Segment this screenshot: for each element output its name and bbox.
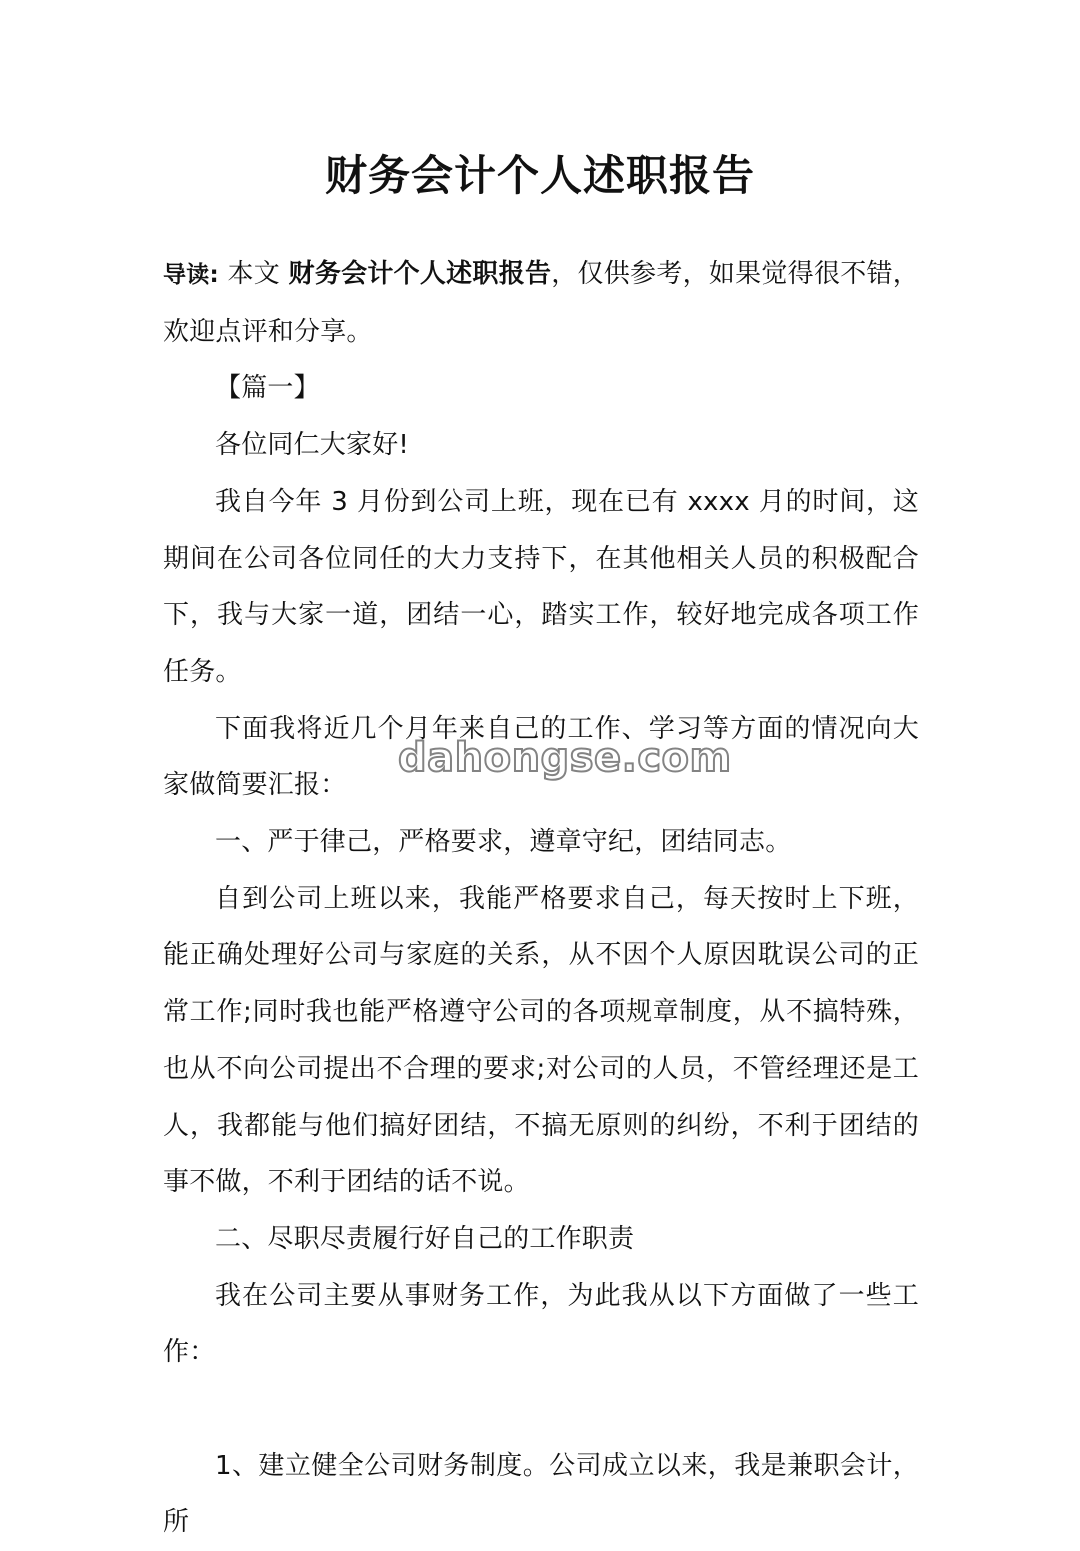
document-title: 财务会计个人述职报告 (324, 151, 755, 200)
lead-suffix: ，仅供参考，如果觉得很不错，欢迎点评和分享。 (163, 259, 919, 347)
body-paragraph: 自到公司上班以来，我能严格要求自己，每天按时上下班，能正确处理好公司与家庭的关系，从不因个人原因耽误公司的正常工作;同时我也能严格遵守公司的各项规章制度，从不搞特殊，也从不向公司提出不合理的要求;对公司的人员，不管经理还是工人，我都能与他们搞好团结，不搞无原则的纠纷，不利于团结的事不做，不利于团结的话不说。 (163, 883, 919, 1198)
section-heading-part-one: 【篇一】 (215, 373, 320, 404)
lead-doc-title: 财务会计个人述职报告 (288, 259, 552, 289)
section-heading: 一、严于律己，严格要求，遵章守纪，团结同志。 (215, 827, 792, 858)
lead-label: 导读: (163, 262, 219, 288)
lead-paragraph (163, 246, 919, 360)
lead-prefix: 本文 (218, 259, 289, 289)
body-paragraph: 我自今年 3 月份到公司上班，现在已有 xxxx 月的时间，这期间在公司各位同任的大力支持下，在其他相关人员的积极配合下，我与大家一道，团结一心，踏实工作，较好地完成各项工作任务。 (163, 486, 919, 687)
body-paragraph: 下面我将近几个月年来自己的工作、学习等方面的情况向大家做简要汇报： (163, 713, 919, 801)
document-body (163, 246, 919, 1551)
greeting-paragraph: 各位同仁大家好! (215, 430, 410, 461)
blank-line (163, 1381, 919, 1438)
body-paragraph: 我在公司主要从事财务工作，为此我从以下方面做了一些工作： (163, 1280, 919, 1368)
section-heading: 二、尽职尽责履行好自己的工作职责 (215, 1223, 635, 1254)
watermark: dahongse.com (398, 735, 732, 781)
numbered-paragraph: 1、建立健全公司财务制度。公司成立以来，我是兼职会计，所 (163, 1450, 919, 1538)
